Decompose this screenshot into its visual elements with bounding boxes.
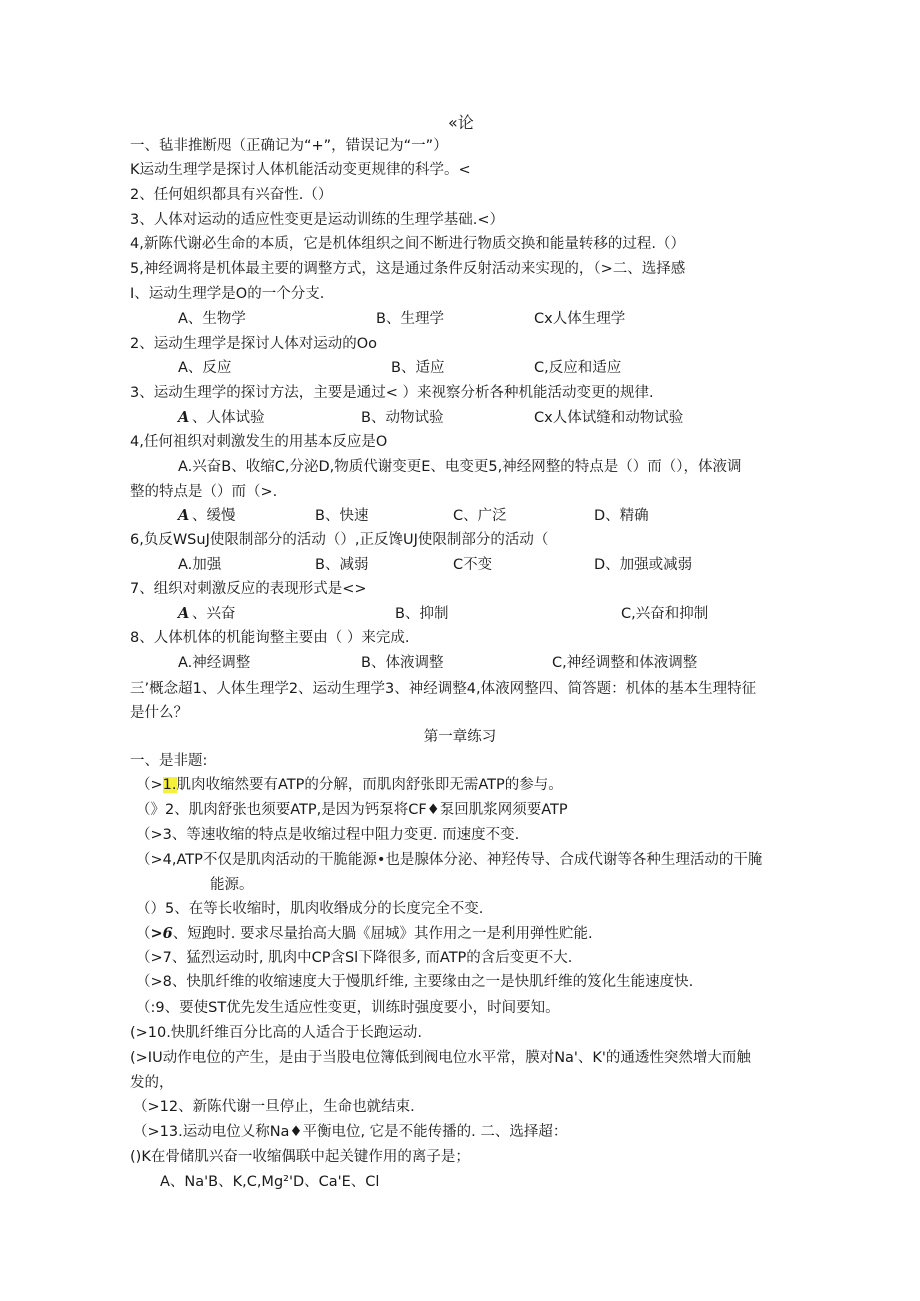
judgment-item bbox=[136, 924, 593, 944]
choice-question: 7、组织对刺激反应的表现形式是<> bbox=[130, 581, 367, 597]
choice-question: 8、人体机体的机能询整主要由（ ）来完成. bbox=[130, 630, 410, 646]
judgment-item: 2、任何姐织都具有兴奋性.（） bbox=[130, 187, 333, 203]
choice-option: C,反应和适应 bbox=[534, 360, 622, 376]
choice-question: I、运动生理学是O的一个分支. bbox=[130, 286, 325, 302]
choice-option: Cx人体生理学 bbox=[534, 311, 626, 327]
choice-option: D、加强或减弱 bbox=[594, 557, 693, 573]
judgment-item: （>7、猛烈运动时, 肌肉中CP含Sl下降很多, 而ATP的含后变更不大. bbox=[136, 950, 573, 966]
judgment-item: 4,新陈代谢必生命的本质，它是机体组织之间不断进行物质交换和能量转移的过程.（） bbox=[130, 236, 685, 252]
choice-question-cont: 整的特点是（）而（>. bbox=[130, 484, 278, 500]
choice-option: 、兴奋 bbox=[192, 606, 236, 622]
choice-question: 6,负反WSuJ使限制部分的活动（）,正反馋UJ使限制部分的活动（ bbox=[130, 532, 549, 548]
chapter-title: 第一章练习 bbox=[423, 729, 497, 745]
concepts-line: 是什么？ bbox=[130, 705, 188, 721]
choice-question-cont: A.兴奋B、收缩C,分泌D,物质代谢变更E、电变更5,神经网整的特点是（）而（），体液调 bbox=[178, 459, 742, 475]
judgment-item: （>4,ATP不仅是肌肉活动的干脆能源•也是腺体分泌、神羟传导、合成代谢等各种生理活动的干腌 bbox=[136, 852, 763, 868]
judgment-item: （>12、新陈代谢一旦停止，生命也就结束. bbox=[133, 1099, 415, 1115]
choice-option: A.神经调整 bbox=[178, 655, 251, 671]
item-text: 肌肉收缩然要有ATP的分解，而肌肉舒张即无需ATP的参与。 bbox=[176, 777, 563, 793]
choice-option: B、适应 bbox=[391, 360, 445, 376]
choice-option: 、缓慢 bbox=[192, 508, 236, 524]
judgment-item: （>3、等速收缩的特点是收缩过程中阻力变更. 而速度不变. bbox=[136, 827, 520, 843]
highlighted-number: 1. bbox=[162, 777, 177, 793]
choice-option: B、动物试验 bbox=[361, 410, 444, 426]
choice-option: C不变 bbox=[453, 557, 493, 573]
concepts-line: 三’概念超1、人体生理学2、运动生理学3、神经调整4,体液网整四、简答题：机体的基本生理特征 bbox=[130, 681, 757, 697]
judgment-item: （》2、肌肉舒张也须要ATP,是因为钙泵将CF♦泵回肌浆网须要ATP bbox=[136, 802, 568, 818]
choice-option: B、减弱 bbox=[315, 557, 369, 573]
judgment-item: （>8、快肌纤维的收缩速度大于慢肌纤维, 主要缘由之一是快肌纤维的笈化生能速度快. bbox=[136, 974, 694, 990]
judgment-item: （>13.运动电位乂称Na♦平衡电位, 它是不能传播的. 二、选择超： bbox=[133, 1124, 568, 1140]
choice-option: A.加强 bbox=[178, 557, 222, 573]
choice-question: 4,任何祖织对刺激发生的用基本反应是O bbox=[130, 434, 388, 450]
judgment-item-cont: 发的， bbox=[130, 1075, 174, 1091]
choice-option: A、生物学 bbox=[178, 311, 246, 327]
item-prefix: （ bbox=[136, 926, 151, 942]
item-number: >6 bbox=[150, 925, 173, 942]
judgment-item: （）5、在等长收缩时，肌肉收缗成分的长度完全不变. bbox=[136, 901, 484, 917]
item-prefix: （> bbox=[136, 777, 163, 793]
choice-option-letter: A bbox=[178, 409, 190, 426]
judgment-item bbox=[136, 775, 563, 795]
judgment-item: K运动生理学是探讨人体机能活动变更规律的科学。< bbox=[130, 162, 471, 178]
choice-option: C,神经调整和体液调整 bbox=[552, 655, 698, 671]
choice-option: A、反应 bbox=[178, 360, 232, 376]
choice-option: C,兴奋和抑制 bbox=[621, 606, 709, 622]
judgment-item: 3、人体对运动的适应性变更是运动训练的生理学基础.<） bbox=[130, 212, 504, 228]
choice-option: 、人体试验 bbox=[192, 410, 265, 426]
page-header-title: «论 bbox=[448, 113, 474, 132]
choice-option-row: A、Na'B、K,C,Mg²'D、Ca'E、Cl bbox=[160, 1174, 380, 1190]
choice-question: 2、运动生理学是探讨人体对运动的Oo bbox=[130, 336, 378, 352]
judgment-item: （:9、要使ST优先发生适应性变更，训练时强度要小，时间要知。 bbox=[136, 1000, 560, 1016]
choice-option: D、精确 bbox=[594, 508, 649, 524]
chapter-heading: 一、是非题: bbox=[130, 753, 208, 769]
judgment-item: 5,神经调将是机体最主要的调整方式，这是通过条件反射活动来实现的，（>二、选择感 bbox=[130, 261, 686, 277]
choice-option: C、广泛 bbox=[453, 508, 507, 524]
choice-question: 3、运动生理学的探讨方法，主要是通过< ）来视察分析各种机能活动变更的规律. bbox=[130, 385, 654, 401]
item-text: 、短跑时. 要求尽量抬高大腡《屈城》其作用之一是利用弹性贮能. bbox=[172, 926, 593, 942]
choice-option-letter: A bbox=[178, 507, 190, 524]
choice-option: B、生理学 bbox=[376, 311, 444, 327]
judgment-item: (>IU动作电位的产生，是由于当股电位簿低到阀电位水平常，膜对Na'、K'的通透性突然增大而触 bbox=[130, 1050, 751, 1066]
judgment-item: (>10.快肌纤维百分比高的人适合于长跑运动. bbox=[130, 1025, 422, 1041]
choice-option: B、抑制 bbox=[395, 606, 449, 622]
choice-option: Cx人体试缝和动物试验 bbox=[534, 410, 684, 426]
choice-option-letter: A bbox=[178, 605, 190, 622]
section1-heading: 一、毡非推断咫（正确记为“+”，错误记为“一”） bbox=[130, 138, 448, 154]
choice-question: ()K在骨储肌兴奋一收缩偶联中起关键作用的离子是； bbox=[130, 1149, 470, 1165]
choice-option: B、快速 bbox=[315, 508, 369, 524]
judgment-item-cont: 能源。 bbox=[210, 877, 254, 893]
choice-option: B、体液调整 bbox=[361, 655, 444, 671]
